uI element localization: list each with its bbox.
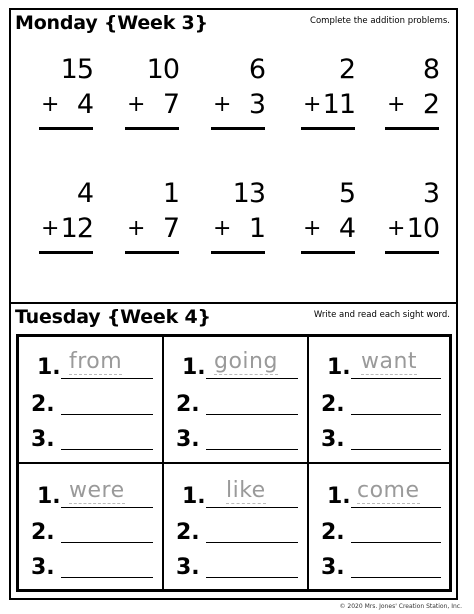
- row-label-3: 3.: [31, 555, 55, 580]
- bottom-number: 4: [338, 213, 355, 244]
- top-number: 1: [162, 178, 179, 209]
- sight-word-grid: [16, 334, 452, 592]
- bottom-number: 12: [60, 213, 93, 244]
- sight-word-cell-going: [163, 336, 308, 463]
- row-label-1: 1.: [182, 484, 206, 509]
- bottom-number: 2: [422, 89, 439, 120]
- addition-problem-2: [125, 54, 189, 134]
- monday-title: Monday {Week 3}: [15, 12, 208, 34]
- answer-line[interactable]: [211, 251, 265, 254]
- addition-problem-7: [125, 178, 189, 258]
- plus-sign: +: [213, 92, 232, 117]
- bottom-number: 3: [248, 89, 265, 120]
- bottom-number: 10: [406, 213, 439, 244]
- write-line[interactable]: [61, 449, 153, 450]
- top-number: 6: [248, 54, 265, 85]
- row-label-2: 2.: [31, 520, 55, 545]
- top-number: 8: [422, 54, 439, 85]
- row-label-3: 3.: [321, 555, 345, 580]
- write-line[interactable]: [206, 378, 298, 379]
- monday-instruction: Complete the addition problems.: [310, 16, 450, 26]
- plus-sign: +: [127, 216, 146, 241]
- addition-problem-8: [211, 178, 275, 258]
- addition-problem-1: [39, 54, 103, 134]
- answer-line[interactable]: [301, 127, 355, 130]
- row-label-2: 2.: [321, 392, 345, 417]
- trace-word: were: [69, 478, 125, 503]
- plus-sign: +: [41, 216, 60, 241]
- trace-word: like: [226, 478, 266, 503]
- write-line[interactable]: [351, 507, 441, 508]
- write-line[interactable]: [206, 577, 298, 578]
- write-line[interactable]: [206, 414, 298, 415]
- row-label-2: 2.: [176, 392, 200, 417]
- plus-sign: +: [127, 92, 146, 117]
- row-label-1: 1.: [182, 355, 206, 380]
- addition-problem-6: [39, 178, 103, 258]
- write-line[interactable]: [61, 507, 153, 508]
- plus-sign: +: [303, 92, 322, 117]
- write-line[interactable]: [351, 414, 441, 415]
- trace-word: going: [214, 349, 278, 374]
- answer-line[interactable]: [385, 127, 439, 130]
- addition-problem-10: [385, 178, 449, 258]
- write-line[interactable]: [206, 507, 298, 508]
- write-line[interactable]: [61, 542, 153, 543]
- write-line[interactable]: [351, 542, 441, 543]
- row-label-3: 3.: [31, 427, 55, 452]
- sight-word-cell-like: [163, 463, 308, 590]
- sight-word-cell-want: [308, 336, 450, 463]
- plus-sign: +: [387, 92, 406, 117]
- addition-problem-5: [385, 54, 449, 134]
- top-number: 3: [422, 178, 439, 209]
- answer-line[interactable]: [39, 251, 93, 254]
- answer-line[interactable]: [301, 251, 355, 254]
- bottom-number: 11: [322, 89, 355, 120]
- row-label-3: 3.: [321, 427, 345, 452]
- write-line[interactable]: [206, 542, 298, 543]
- monday-section: [9, 8, 458, 304]
- top-number: 4: [76, 178, 93, 209]
- answer-line[interactable]: [39, 127, 93, 130]
- tuesday-title: Tuesday {Week 4}: [15, 306, 211, 328]
- top-number: 13: [232, 178, 265, 209]
- write-line[interactable]: [61, 414, 153, 415]
- write-line[interactable]: [351, 577, 441, 578]
- row-label-2: 2.: [31, 392, 55, 417]
- tuesday-section: [9, 304, 458, 600]
- row-label-1: 1.: [327, 484, 351, 509]
- trace-word: from: [69, 349, 123, 374]
- top-number: 10: [146, 54, 179, 85]
- addition-problem-3: [211, 54, 275, 134]
- trace-word: come: [357, 478, 420, 503]
- plus-sign: +: [387, 216, 406, 241]
- bottom-number: 7: [162, 89, 179, 120]
- row-label-1: 1.: [327, 355, 351, 380]
- row-label-2: 2.: [321, 520, 345, 545]
- answer-line[interactable]: [125, 127, 179, 130]
- plus-sign: +: [213, 216, 232, 241]
- top-number: 2: [338, 54, 355, 85]
- sight-word-cell-were: [18, 463, 163, 590]
- sight-word-cell-from: [18, 336, 163, 463]
- tuesday-instruction: Write and read each sight word.: [313, 310, 450, 320]
- write-line[interactable]: [206, 449, 298, 450]
- answer-line[interactable]: [211, 127, 265, 130]
- sight-word-cell-come: [308, 463, 450, 590]
- top-number: 5: [338, 178, 355, 209]
- write-line[interactable]: [351, 378, 441, 379]
- bottom-number: 7: [162, 213, 179, 244]
- addition-problem-4: [301, 54, 365, 134]
- row-label-2: 2.: [176, 520, 200, 545]
- bottom-number: 1: [248, 213, 265, 244]
- row-label-1: 1.: [37, 355, 61, 380]
- trace-word: want: [361, 349, 418, 374]
- addition-problem-9: [301, 178, 365, 258]
- row-label-3: 3.: [176, 555, 200, 580]
- write-line[interactable]: [61, 577, 153, 578]
- bottom-number: 4: [76, 89, 93, 120]
- answer-line[interactable]: [125, 251, 179, 254]
- plus-sign: +: [303, 216, 322, 241]
- top-number: 15: [60, 54, 93, 85]
- plus-sign: +: [41, 92, 60, 117]
- write-line[interactable]: [351, 449, 441, 450]
- answer-line[interactable]: [385, 251, 439, 254]
- write-line[interactable]: [61, 378, 153, 379]
- row-label-1: 1.: [37, 484, 61, 509]
- copyright-footer: © 2020 Mrs. Jones' Creation Station, Inc.: [339, 603, 462, 610]
- row-label-3: 3.: [176, 427, 200, 452]
